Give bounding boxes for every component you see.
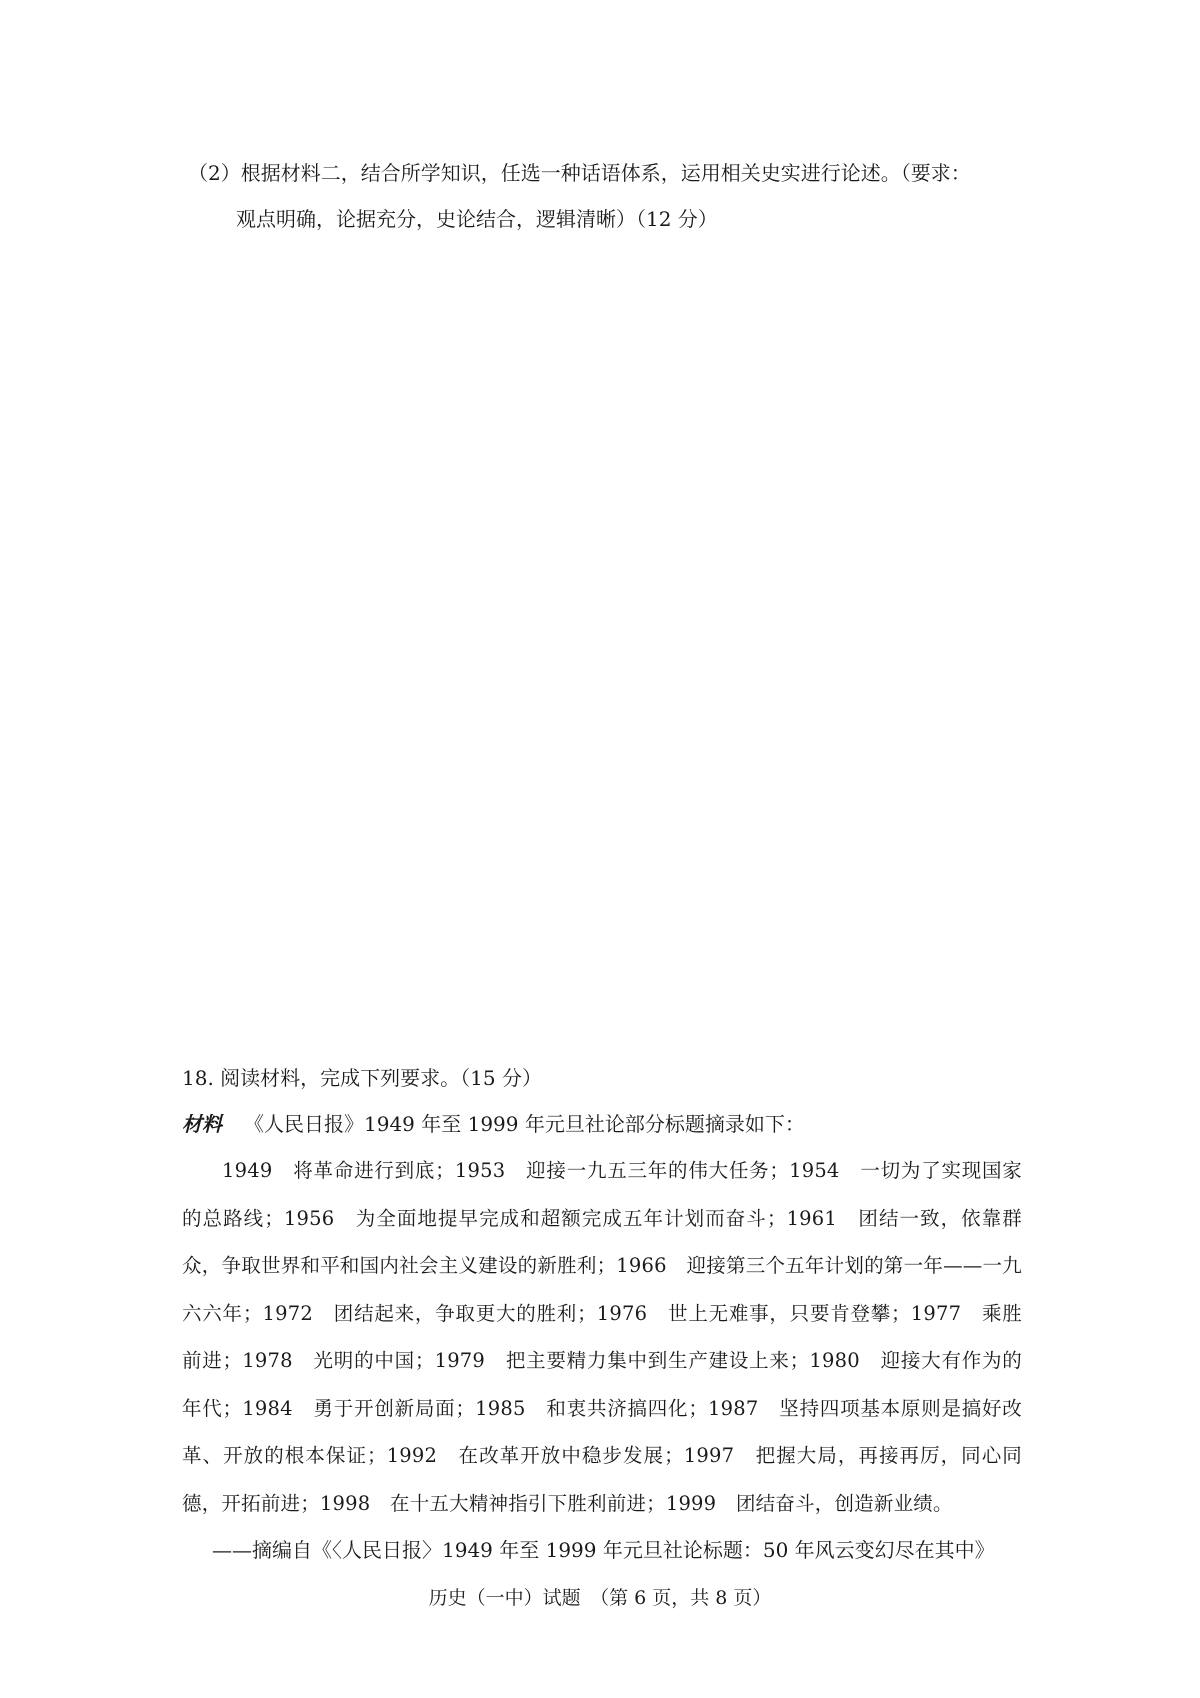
headline-item: 1956 为全面地提早完成和超额完成五年计划而奋斗；	[283, 1206, 787, 1230]
headline-item: 1949 将革命进行到底；	[222, 1159, 455, 1182]
headline-item: 1954 一切为了实现国家的总路线；	[182, 1159, 1022, 1230]
headline-item: 1998 在十五大精神指引下胜利前进；	[319, 1491, 666, 1515]
page-footer: 历史（一中）试题 （第 6 页，共 8 页）	[428, 1587, 772, 1609]
material-intro: 《人民日报》1949 年至 1999 年元旦社论部分标题摘录如下：	[244, 1112, 805, 1136]
headline-item: 1985 和衷共济搞四化；	[475, 1396, 709, 1420]
question-2-line-2: 观点明确，论据充分，史论结合，逻辑清晰）（12 分）	[236, 207, 718, 231]
headline-item: 1978 光明的中国；	[242, 1349, 435, 1372]
question-18	[182, 1055, 1022, 1574]
question-2-line-1: （2）根据材料二，结合所学知识，任选一种话语体系，运用相关史实进行论述。（要求：	[188, 161, 971, 185]
headline-item: 1999 团结奋斗，创造新业绩。	[665, 1491, 953, 1515]
question-2-prompt	[188, 150, 1038, 242]
headline-item: 1984 勇于开创新局面；	[242, 1396, 476, 1420]
headline-item: 1992 在改革开放中稳步发展；	[386, 1444, 684, 1467]
headline-item: 1972 团结起来，争取更大的胜利；	[262, 1301, 597, 1325]
headline-item: 1977 乘胜前进；	[182, 1301, 1022, 1372]
material-heading	[182, 1101, 1022, 1147]
headline-item: 1976 世上无难事，只要肯登攀；	[596, 1301, 911, 1325]
headline-item: 1979 把主要精力集中到生产建设上来；	[434, 1349, 810, 1372]
headline-item: 1961 团结一致，依靠群众，争取世界和平和国内社会主义建设的新胜利；	[182, 1206, 1022, 1277]
headline-item: 1997 把握大局，再接再厉，同心同德，开拓前进；	[182, 1444, 1022, 1515]
material-label: 材料	[182, 1112, 222, 1136]
material-source: ——摘编自《〈人民日报〉1949 年至 1999 年元旦社论标题：50 年风云变幻尽在其中》	[212, 1538, 995, 1562]
headline-item: 1987 坚持四项基本原则是搞好改革、开放的根本保证；	[182, 1396, 1022, 1467]
headline-item: 1980 迎接大有作为的年代；	[182, 1349, 1022, 1420]
headline-item: 1953 迎接一九五三年的伟大任务；	[454, 1159, 790, 1182]
editorial-headlines	[182, 1147, 1022, 1527]
question-18-title: 18. 阅读材料，完成下列要求。（15 分）	[182, 1066, 542, 1090]
headline-item: 1966 迎接第三个五年计划的第一年——一九六六年；	[182, 1254, 1022, 1325]
